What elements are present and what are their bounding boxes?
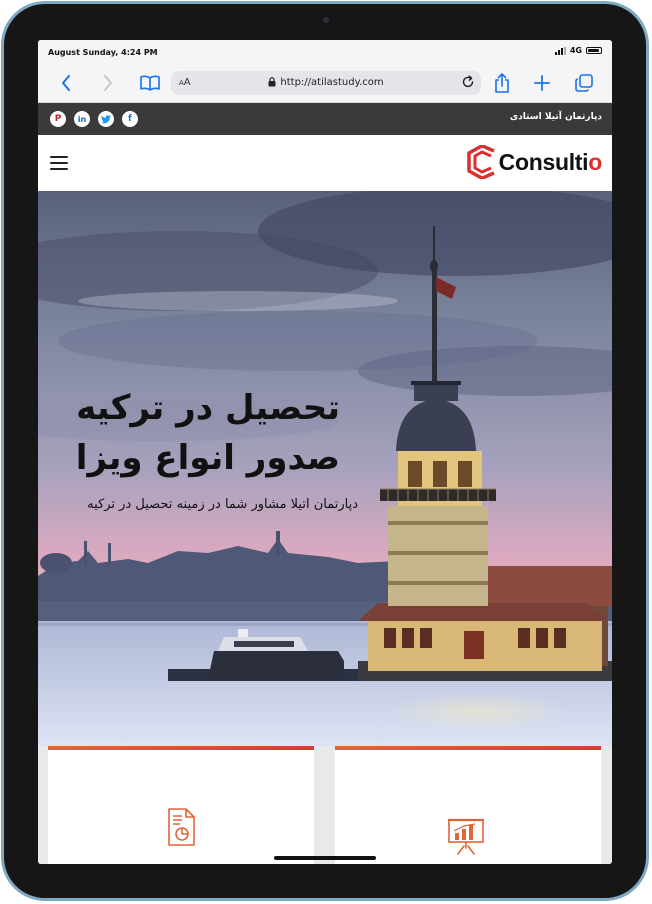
forward-button[interactable] — [96, 71, 120, 95]
status-time: August Sunday, 4:24 PM — [48, 48, 158, 57]
document-chart-icon — [166, 808, 196, 846]
url-text: http://atilastudy.com — [280, 77, 384, 88]
hero-title-line1: تحصیل در ترکیه — [76, 388, 340, 428]
facebook-icon[interactable]: f — [122, 111, 138, 127]
logo-text-accent: o — [588, 148, 602, 175]
service-cards — [38, 746, 612, 864]
reload-icon — [461, 75, 475, 89]
pinterest-icon[interactable]: P — [50, 111, 66, 127]
text-size-button[interactable]: AA — [179, 77, 191, 88]
logo-mark-icon — [467, 145, 497, 179]
logo-text: Consultio — [498, 148, 602, 175]
hero-title-line2: صدور انواع ویزا — [75, 438, 340, 478]
chevron-left-icon — [60, 75, 72, 91]
tabs-icon — [575, 74, 593, 92]
site-header — [38, 135, 612, 191]
reload-button[interactable] — [461, 75, 475, 92]
status-bar — [38, 40, 612, 64]
lock-icon — [268, 77, 276, 87]
plus-icon — [534, 75, 550, 91]
social-topbar — [38, 103, 612, 135]
share-button[interactable] — [490, 71, 514, 95]
linkedin-icon[interactable]: in — [74, 111, 90, 127]
signal-icon — [555, 47, 566, 55]
site-logo[interactable] — [467, 145, 602, 179]
new-tab-button[interactable] — [530, 71, 554, 95]
twitter-icon[interactable] — [98, 111, 114, 127]
hero-title — [40, 383, 340, 483]
screen — [38, 40, 612, 864]
service-card[interactable] — [335, 746, 601, 864]
tabs-button[interactable] — [572, 71, 596, 95]
address-bar[interactable] — [171, 71, 481, 95]
presentation-board-icon — [447, 816, 485, 856]
front-camera — [323, 17, 329, 23]
home-indicator — [274, 856, 376, 860]
browser-toolbar — [38, 64, 612, 103]
back-button[interactable] — [54, 71, 78, 95]
battery-icon — [586, 47, 602, 54]
network-label: 4G — [569, 46, 582, 55]
bookmarks-button[interactable] — [138, 71, 162, 95]
share-icon — [494, 73, 510, 93]
service-card[interactable] — [48, 746, 314, 864]
department-title: دپارتمان آتیلا استادی — [509, 112, 602, 122]
hero-subtitle: دپارتمان آتیلا مشاور شما در زمینه تحصیل در ترکیه — [87, 497, 358, 512]
chevron-right-icon — [102, 75, 114, 91]
status-indicators — [555, 46, 602, 55]
book-icon — [140, 75, 160, 91]
menu-icon[interactable] — [50, 156, 68, 170]
hero-section — [38, 191, 612, 746]
